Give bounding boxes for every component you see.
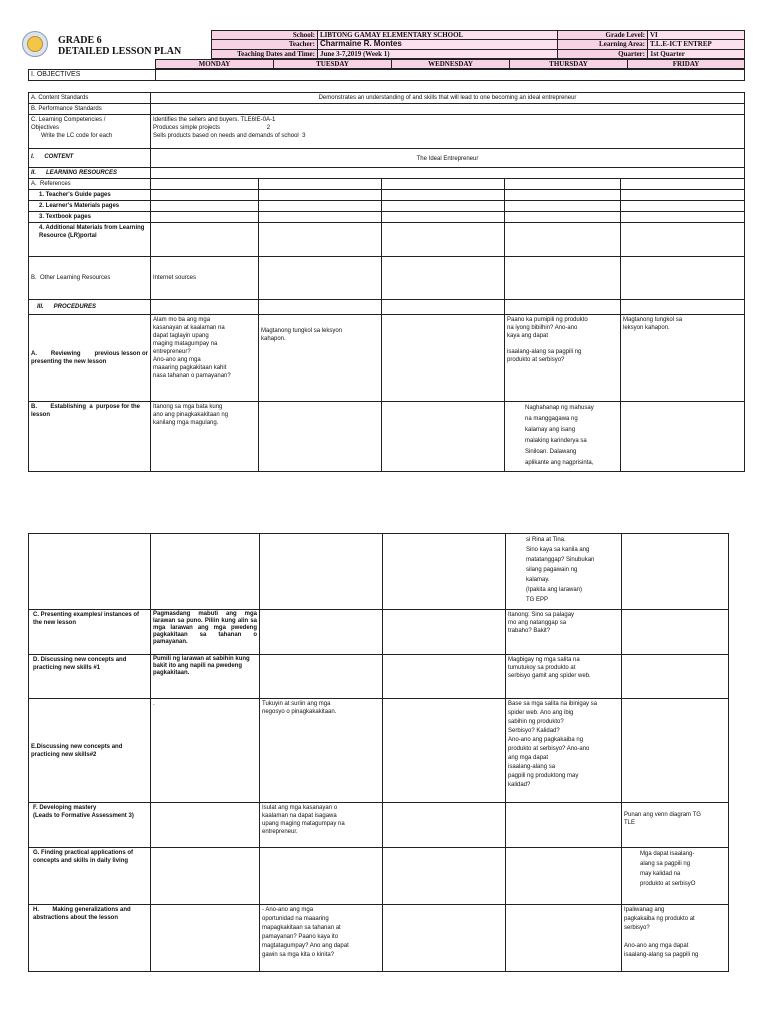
- day-tuesday: TUESDAY: [274, 60, 392, 69]
- quarter-value: 1st Quarter: [648, 50, 745, 59]
- proc-b-cont-thursday: si Rina at Tina. Sino kaya sa kanila ang matatanggap? Sinubukan silang pagawain ng kalamay. (Ipakita ang larawan) TG EPP: [506, 534, 622, 610]
- proc-e-monday: .: [151, 699, 260, 803]
- proc-g-friday: Mga dapat isaalang- alang sa pagpili ng may kalidad na produkto at serbisyO: [622, 848, 729, 905]
- teachers-guide-label: 1. Teacher's Guide pages: [29, 190, 151, 201]
- objectives-label: I. OBJECTIVES: [29, 70, 156, 81]
- day-thursday: THURSDAY: [510, 60, 628, 69]
- weekday-header-row: [155, 59, 745, 69]
- teaching-dates-label: Teaching Dates and Time:: [212, 50, 318, 59]
- proc-a-label: A. Reviewing previous lesson or presenting the new lesson: [29, 315, 151, 402]
- procedures-label: III. PROCEDURES: [29, 300, 151, 315]
- proc-b-thursday: Naghahanap ng mahusay na manggagawa ng kalamay ang isang malaking karinderya sa Siniloan. Dalawang aplikante ang nagprisinta,: [505, 402, 621, 472]
- textbook-label: 3. Textbook pages: [29, 212, 151, 223]
- learning-competencies-sublabel: Write the LC code for each: [41, 133, 113, 139]
- proc-h-tuesday: - Ano-ano ang mga oportunidad na maaaring mapagkakitaan sa tahanan at pamayanan? Paano kaya ito magtatagumpay? Ano ang dapat gawin sa mga kita o kinita?: [260, 905, 383, 972]
- school-value: LIBTONG GAMAY ELEMENTARY SCHOOL: [318, 31, 558, 40]
- deped-seal-logo: [22, 31, 48, 57]
- content-standards-text: Demonstrates an understanding of and skills that will lead to one becoming an ideal entrepreneur: [151, 93, 745, 104]
- lesson-plan-table-page2: [28, 533, 729, 972]
- doc-title-dlp: DETAILED LESSON PLAN: [58, 46, 182, 57]
- proc-a-friday: Magtanong tungkol sa leksyon kahapon.: [621, 315, 745, 402]
- proc-d-label: D. Discussing new concepts and practicing new skills #1: [29, 655, 151, 699]
- learning-competencies-label: C. Learning Competencies / Objectives: [31, 117, 106, 131]
- proc-a-monday: Alam mo ba ang mga kasanayan at kaalaman na dapat taglayin upang maging matagumpay na entrepreneur? Ano-ano ang mga maaaring pagkakitaan kahit nasa tahanan o pamayanan?: [151, 315, 259, 402]
- teacher-label: Teacher:: [212, 40, 318, 50]
- other-resources-text: Internet sources: [151, 257, 259, 300]
- quarter-label: Quarter:: [558, 50, 648, 59]
- proc-c-thursday: Itanong: Sino sa palagay mo ang natanggap sa trabaho? Bakit?: [506, 610, 622, 655]
- proc-e-label: E.Discussing new concepts and practicing new skills#2: [29, 699, 151, 803]
- proc-g-label: G. Finding practical applications of concepts and skills in daily living: [29, 848, 151, 905]
- teaching-dates-value: June 3-7,2019 (Week 1): [318, 50, 558, 59]
- proc-f-label: F. Developing mastery (Leads to Formative Assessment 3): [29, 803, 151, 848]
- learning-resources-label: II. LEARNING RESOURCES: [29, 168, 151, 179]
- content-label: I. CONTENT: [29, 149, 151, 168]
- proc-c-label: C. Presenting examples/ instances of the new lesson: [29, 610, 151, 655]
- proc-f-tuesday: Isulat ang mga kasanayan o kaalaman na dapat isagawa upang maging matagumpay na entrepreneur.: [260, 803, 383, 848]
- proc-e-thursday: Base sa mga salita na ibinigay sa spider web. Ano ang ibig sabihin ng produkto? Serbisyo? Kalidad? Ano-ano ang pagkakaiba ng produkto at serbisyo? Ano-ano ang mga dapat isaalang-alang sa pagpili ng produktong may kalidad?: [506, 699, 622, 803]
- proc-f-friday: Punan ang venn diagram TG TLE: [622, 803, 729, 848]
- performance-standards-label: B. Performance Standards: [29, 104, 151, 115]
- learning-area-label: Learning Area:: [558, 40, 648, 50]
- proc-c-monday: Pagmasdang mabuti ang mga larawan sa puno. Piliin kung alin sa mga larawan ang mga pwedeng pagkakitaan sa tahanan o pamayanan.: [151, 610, 260, 655]
- competency-2: Produces simple projects 2: [153, 125, 271, 131]
- day-monday: MONDAY: [156, 60, 274, 69]
- day-friday: FRIDAY: [628, 60, 745, 69]
- lesson-plan-table-page1: [28, 92, 745, 472]
- proc-d-monday: Pumili ng larawan at sabihin kung bakit ito ang napili na pwedeng pagkakitaan.: [151, 655, 260, 699]
- proc-a-thursday: Paano ka pumipili ng produkto na iyong bibilhin? Ano-ano kaya ang dapat isaalang-alang sa pagpili ng produkto at serbisyo?: [505, 315, 621, 402]
- objectives-row: [28, 69, 745, 81]
- references-label: A. References: [29, 179, 151, 190]
- learning-competencies-cell: [29, 115, 151, 149]
- grade-level-label: Grade Level:: [558, 31, 648, 40]
- proc-b-label: B. Establishing a purpose for the lesson: [29, 402, 151, 472]
- content-text: The Ideal Entrepreneur: [151, 149, 745, 168]
- school-info-table: [211, 30, 745, 59]
- proc-d-thursday: Magbigay ng mga salita na tumutukoy sa produkto at serbisyo gamit ang spider web.: [506, 655, 622, 699]
- competency-3: Sells products based on needs and demands of school 3: [153, 133, 306, 139]
- proc-h-friday: Ipaliwanag ang pagkakaiba ng produkto at serbisyo? Ano-ano ang mga dapat isaalang-alang sa pagpili ng: [622, 905, 729, 972]
- learning-competencies-text: [151, 115, 745, 149]
- learners-materials-label: 2. Learner's Materials pages: [29, 201, 151, 212]
- additional-materials-label: 4. Additional Materials from Learning Resource (LR)portal: [29, 223, 151, 257]
- learning-area-value: T.L.E-ICT ENTREP: [648, 40, 745, 50]
- competency-1: Identifies the sellers and buyers. TLE6IE-0A-1: [153, 117, 276, 123]
- proc-h-label: H. Making generalizations and abstractions about the lesson: [29, 905, 151, 972]
- proc-e-tuesday: Tukuyin at suriin ang mga negosyo o pinagkakakitaan.: [260, 699, 383, 803]
- proc-b-monday: Itanong sa mga bata kung ano ang pinagkakakitaan ng kanilang mga magulang.: [151, 402, 259, 472]
- grade-level-value: VI: [648, 31, 745, 40]
- teacher-value: Charmaine R. Montes: [318, 40, 558, 50]
- other-resources-label: B. Other Learning Resources: [29, 257, 151, 300]
- day-wednesday: WEDNESDAY: [392, 60, 510, 69]
- content-standards-label: A. Content Standards: [29, 93, 151, 104]
- school-label: School:: [212, 31, 318, 40]
- doc-title-grade: GRADE 6: [58, 35, 102, 46]
- proc-a-tuesday: Magtanong tungkol sa leksyon kahapon.: [259, 315, 382, 402]
